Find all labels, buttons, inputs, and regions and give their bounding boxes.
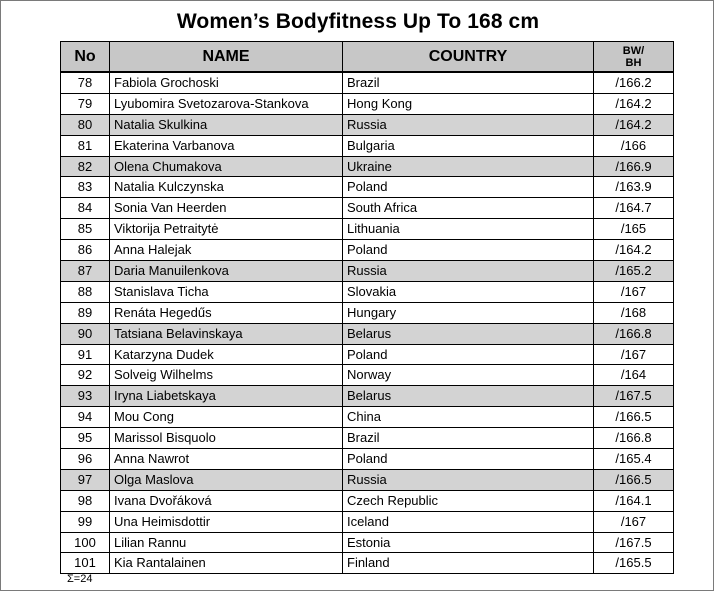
table-row [61,490,674,511]
row-number: 88 [61,281,110,302]
bw-bh-value: /166.5 [594,407,674,428]
table-row [61,344,674,365]
row-number: 90 [61,323,110,344]
athlete-name: Stanislava Ticha [110,281,343,302]
row-number: 86 [61,240,110,261]
table-row [61,281,674,302]
table-row [61,114,674,135]
athlete-name: Natalia Skulkina [110,114,343,135]
header-bw-bh [594,42,674,73]
athlete-country: Poland [343,177,594,198]
table-row [61,177,674,198]
row-number: 81 [61,135,110,156]
header-name: NAME [110,42,343,73]
athlete-name: Lilian Rannu [110,532,343,553]
athlete-name: Renáta Hegedűs [110,302,343,323]
athlete-country: Hong Kong [343,93,594,114]
athlete-country: Brazil [343,428,594,449]
bw-bh-value: /166.5 [594,469,674,490]
row-number: 79 [61,93,110,114]
athlete-name: Lyubomira Svetozarova-Stankova [110,93,343,114]
bw-bh-value: /166.8 [594,428,674,449]
athlete-name: Olga Maslova [110,469,343,490]
bw-bh-value: /164.1 [594,490,674,511]
athlete-country: Hungary [343,302,594,323]
bw-bh-value: /165.2 [594,261,674,282]
bw-bh-value: /167.5 [594,532,674,553]
row-number: 84 [61,198,110,219]
bw-bh-value: /164.2 [594,114,674,135]
athlete-country: Slovakia [343,281,594,302]
row-number: 80 [61,114,110,135]
header-no: No [61,42,110,73]
bw-bh-value: /166.2 [594,72,674,93]
athlete-name: Iryna Liabetskaya [110,386,343,407]
row-number: 87 [61,261,110,282]
bw-bh-value: /164.7 [594,198,674,219]
row-number: 85 [61,219,110,240]
table-row [61,511,674,532]
row-number: 83 [61,177,110,198]
bw-bh-value: /168 [594,302,674,323]
table-row [61,302,674,323]
bw-bh-value: /166.8 [594,323,674,344]
table-row [61,198,674,219]
athlete-country: Russia [343,261,594,282]
header-bw: BW/ [622,44,645,57]
athlete-name: Fabiola Grochoski [110,72,343,93]
table-row [61,365,674,386]
table-row [61,93,674,114]
athlete-name: Olena Chumakova [110,156,343,177]
row-number: 92 [61,365,110,386]
table-row [61,135,674,156]
row-number: 96 [61,449,110,470]
row-number: 82 [61,156,110,177]
bw-bh-value: /166 [594,135,674,156]
row-number: 91 [61,344,110,365]
athlete-name: Ivana Dvořáková [110,490,343,511]
bw-bh-value: /167 [594,511,674,532]
bw-bh-value: /163.9 [594,177,674,198]
bw-bh-value: /167 [594,344,674,365]
athlete-country: Iceland [343,511,594,532]
bw-bh-value: /166.9 [594,156,674,177]
athlete-country: South Africa [343,198,594,219]
athlete-name: Mou Cong [110,407,343,428]
athlete-name: Solveig Wilhelms [110,365,343,386]
table-row [61,469,674,490]
bw-bh-value: /165.4 [594,449,674,470]
table-row [61,219,674,240]
bw-bh-value: /164.2 [594,93,674,114]
athlete-country: Belarus [343,386,594,407]
row-number: 101 [61,553,110,574]
athlete-country: Belarus [343,323,594,344]
table-row [61,156,674,177]
row-number: 78 [61,72,110,93]
athlete-country: Bulgaria [343,135,594,156]
row-number: 95 [61,428,110,449]
row-number: 99 [61,511,110,532]
header-bh: BH [625,56,642,69]
bw-bh-value: /165.5 [594,553,674,574]
athlete-name: Viktorija Petraitytė [110,219,343,240]
athlete-name: Natalia Kulczynska [110,177,343,198]
athlete-country: Brazil [343,72,594,93]
athlete-name: Anna Halejak [110,240,343,261]
row-number: 93 [61,386,110,407]
table-body [61,72,674,574]
athlete-country: Finland [343,553,594,574]
athlete-country: Norway [343,365,594,386]
table-row [61,428,674,449]
header-country: COUNTRY [343,42,594,73]
bw-bh-value: /164.2 [594,240,674,261]
athlete-country: Ukraine [343,156,594,177]
table-row [61,240,674,261]
competitor-table [60,41,674,574]
athlete-country: Poland [343,240,594,261]
athlete-country: Russia [343,114,594,135]
athlete-country: China [343,407,594,428]
athlete-name: Anna Nawrot [110,449,343,470]
bw-bh-value: /167 [594,281,674,302]
table-row [61,323,674,344]
athlete-country: Lithuania [343,219,594,240]
athlete-name: Una Heimisdottir [110,511,343,532]
bw-bh-value: /167.5 [594,386,674,407]
row-number: 94 [61,407,110,428]
athlete-name: Marissol Bisquolo [110,428,343,449]
row-number: 98 [61,490,110,511]
athlete-country: Poland [343,449,594,470]
row-number: 89 [61,302,110,323]
table-header-row [61,42,674,73]
table-row [61,532,674,553]
table-row [61,449,674,470]
bw-bh-value: /164 [594,365,674,386]
athlete-country: Estonia [343,532,594,553]
athlete-name: Katarzyna Dudek [110,344,343,365]
athlete-name: Ekaterina Varbanova [110,135,343,156]
athlete-country: Russia [343,469,594,490]
athlete-name: Daria Manuilenkova [110,261,343,282]
page-title: Women’s Bodyfitness Up To 168 cm [176,10,540,33]
bw-bh-value: /165 [594,219,674,240]
athlete-name: Tatsiana Belavinskaya [110,323,343,344]
athlete-name: Kia Rantalainen [110,553,343,574]
table-row [61,386,674,407]
table-row [61,553,674,574]
row-number: 100 [61,532,110,553]
total-count: Σ=24 [67,573,93,585]
athlete-country: Poland [343,344,594,365]
table-row [61,72,674,93]
table-row [61,407,674,428]
athlete-name: Sonia Van Heerden [110,198,343,219]
table-row [61,261,674,282]
row-number: 97 [61,469,110,490]
athlete-country: Czech Republic [343,490,594,511]
